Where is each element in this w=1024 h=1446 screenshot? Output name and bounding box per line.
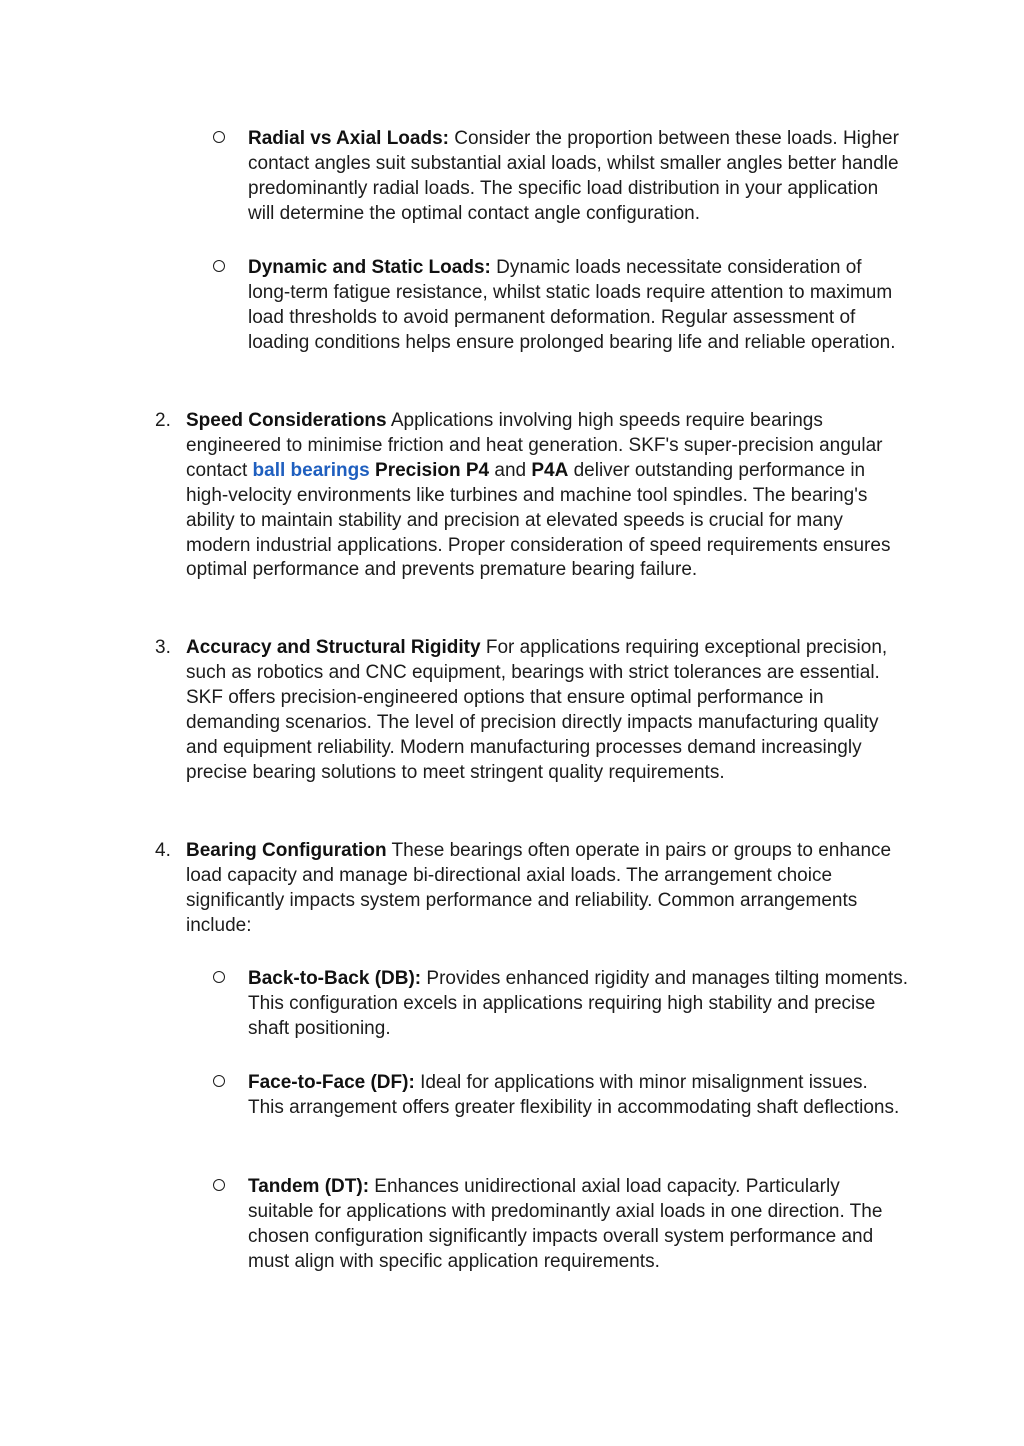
list-item-face-to-face (248, 1071, 908, 1121)
item-text: Consider the proportion between these loads. Higher contact angles suit substantial axial loads, whilst smaller angles better handle predominantly radial loads. The specific load distribution in your application will determine the optimal contact angle configuration. (248, 128, 899, 224)
item-title: Radial vs Axial Loads: (248, 128, 449, 149)
list-item-radial-axial-loads (248, 127, 908, 227)
item-number: 2. (155, 410, 171, 431)
ball-bearings-link[interactable]: ball bearings (252, 459, 370, 481)
hollow-bullet-icon (213, 1179, 225, 1191)
item-title: Dynamic and Static Loads: (248, 257, 491, 278)
item-title: Bearing Configuration (186, 840, 387, 861)
hollow-bullet-icon (213, 971, 225, 983)
item-text: For applications requiring exceptional precision, such as robotics and CNC equipment, bearings with strict tolerances are essential. SKF offers precision-engineered options that ensure optimal performance in demanding scenarios. The level of precision directly impacts manufacturing quality and equipment reliability. Modern manufacturing processes demand increasingly precise bearing solutions to meet stringent quality requirements. (186, 637, 888, 783)
hollow-bullet-icon (213, 1075, 225, 1087)
list-item-dynamic-static-loads (248, 256, 908, 356)
item-text: deliver outstanding performance in high-velocity environments like turbines and machine tool spindles. The bearing's ability to maintain stability and precision at elevated speeds is crucial for many modern industrial applications. Proper consideration of speed requirements ensures optimal performance and prevents premature bearing failure. (186, 459, 891, 581)
numbered-item-speed-considerations (155, 409, 902, 583)
item-text: Ideal for applications with minor misalignment issues. This arrangement offers greater flexibility in accommodating shaft deflections. (248, 1072, 900, 1118)
item-title: Speed Considerations (186, 410, 387, 431)
and-text: and (489, 459, 532, 481)
item-text: Applications involving high speeds require bearings engineered to minimise friction and heat generation. SKF's super-precision angular contact (186, 410, 883, 481)
item-text: Dynamic loads necessitate consideration of long-term fatigue resistance, whilst static loads require attention to maximum load thresholds to avoid permanent deformation. Regular assessment of loading conditions helps ensure prolonged bearing life and reliable operation. (248, 257, 896, 353)
item-title: Face-to-Face (DF): (248, 1072, 415, 1093)
item-number: 3. (155, 637, 171, 658)
p4a-label: P4A (531, 459, 569, 481)
numbered-item-bearing-configuration (155, 839, 902, 939)
item-title: Tandem (DT): (248, 1176, 370, 1197)
precision-p4-label: Precision P4 (375, 459, 490, 481)
hollow-bullet-icon (213, 131, 225, 143)
list-item-back-to-back (248, 967, 908, 1042)
list-item-tandem (248, 1175, 908, 1275)
item-title: Back-to-Back (DB): (248, 968, 422, 989)
item-text: Provides enhanced rigidity and manages tilting moments. This configuration excels in applications requiring high stability and precise shaft positioning. (248, 968, 909, 1039)
item-number: 4. (155, 840, 171, 861)
item-title: Accuracy and Structural Rigidity (186, 637, 481, 658)
hollow-bullet-icon (213, 260, 225, 272)
item-text: These bearings often operate in pairs or groups to enhance load capacity and manage bi-directional axial loads. The arrangement choice significantly impacts system performance and reliability. Common arrangements include: (186, 840, 892, 936)
numbered-item-accuracy-rigidity (155, 636, 902, 785)
item-text: Enhances unidirectional axial load capacity. Particularly suitable for applications with predominantly axial loads in one direction. The chosen configuration significantly impacts overall system performance and must align with specific application requirements. (248, 1176, 883, 1272)
